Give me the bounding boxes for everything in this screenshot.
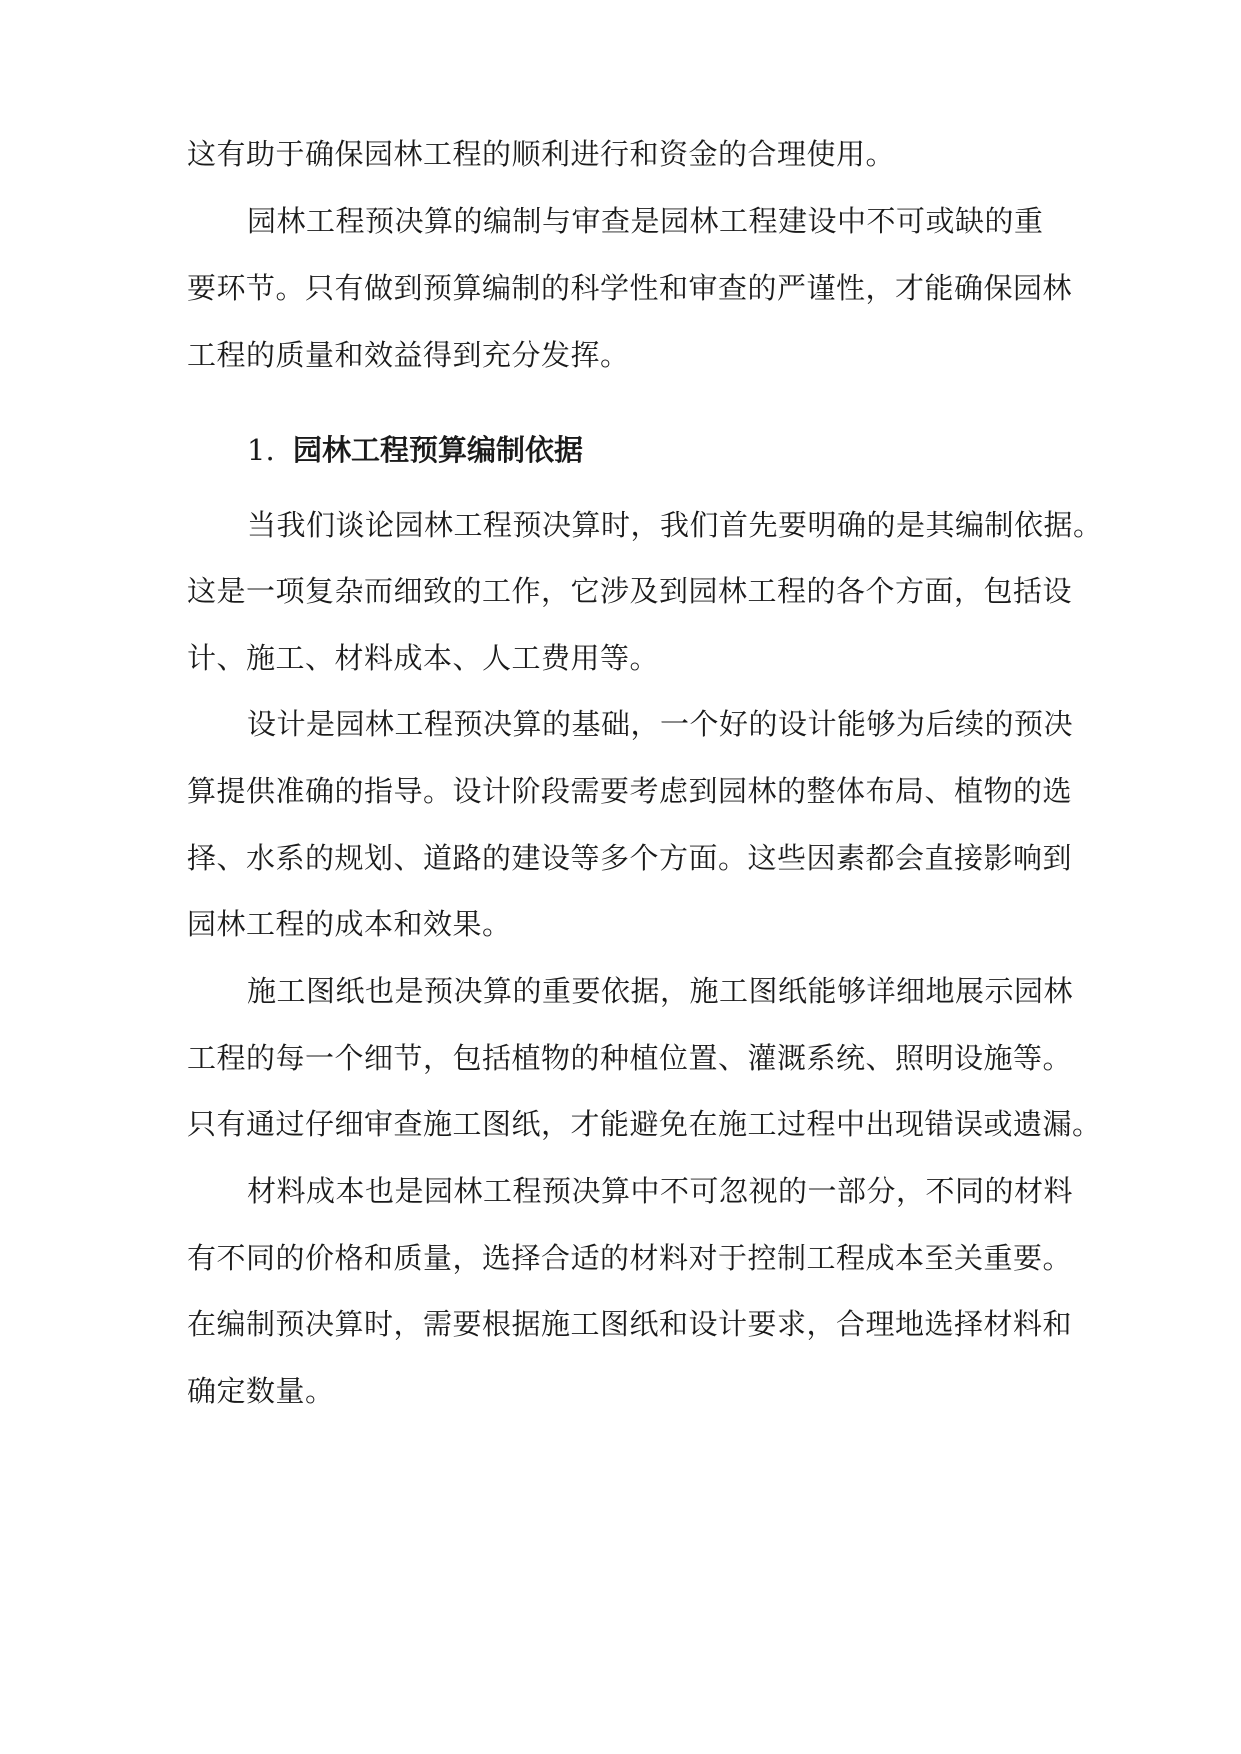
section-number: 1. (247, 433, 275, 467)
paragraph-line: 工程的每一个细节，包括植物的种植位置、灌溉系统、照明设施等。 (187, 1041, 1073, 1075)
paragraph-line: 算提供准确的指导。设计阶段需要考虑到园林的整体布局、植物的选 (187, 774, 1073, 808)
paragraph-line: 这是一项复杂而细致的工作，它涉及到园林工程的各个方面，包括设 (187, 574, 1073, 608)
section-heading (247, 430, 583, 470)
paragraph-line: 工程的质量和效益得到充分发挥。 (187, 338, 630, 372)
paragraph-line: 有不同的价格和质量，选择合适的材料对于控制工程成本至关重要。 (187, 1241, 1073, 1275)
paragraph-line: 计、施工、材料成本、人工费用等。 (187, 641, 660, 675)
paragraph-line: 材料成本也是园林工程预决算中不可忽视的一部分，不同的材料 (247, 1174, 1074, 1208)
paragraph-line: 施工图纸也是预决算的重要依据，施工图纸能够详细地展示园林 (247, 974, 1074, 1008)
paragraph-line: 园林工程预决算的编制与审查是园林工程建设中不可或缺的重 (247, 204, 1044, 238)
paragraph-line: 确定数量。 (187, 1374, 335, 1408)
paragraph-line: 在编制预决算时，需要根据施工图纸和设计要求，合理地选择材料和 (187, 1307, 1073, 1341)
paragraph-line: 择、水系的规划、道路的建设等多个方面。这些因素都会直接影响到 (187, 841, 1073, 875)
paragraph-line: 设计是园林工程预决算的基础，一个好的设计能够为后续的预决 (247, 707, 1074, 741)
paragraph-line: 当我们谈论园林工程预决算时，我们首先要明确的是其编制依据。 (247, 508, 1103, 542)
paragraph-line: 只有通过仔细审查施工图纸，才能避免在施工过程中出现错误或遗漏。 (187, 1107, 1102, 1141)
section-title: 园林工程预算编制依据 (293, 433, 584, 467)
paragraph-line: 园林工程的成本和效果。 (187, 907, 512, 941)
paragraph-line: 要环节。只有做到预算编制的科学性和审查的严谨性，才能确保园林 (187, 271, 1073, 305)
paragraph-line: 这有助于确保园林工程的顺利进行和资金的合理使用。 (187, 137, 896, 171)
